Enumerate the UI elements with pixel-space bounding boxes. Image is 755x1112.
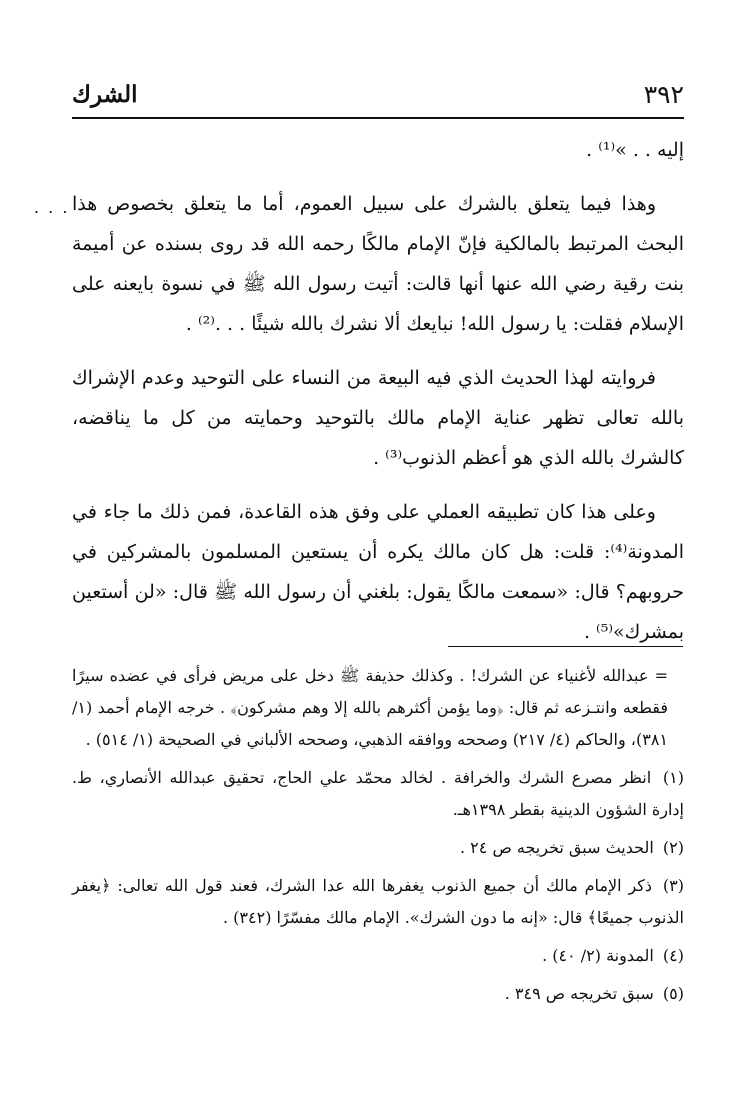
- page-header: [72, 80, 684, 114]
- footnote-text: سبق تخريجه ص ٣٤٩ .: [504, 984, 654, 1003]
- footnote-1: [72, 762, 684, 826]
- paragraph-4: وعلى هذا كان تطبيقه العملي على وفق هذه القاعدة، فمن ذلك ما جاء في المدونة⁽⁴⁾: قلت: هل كان مالك يكره أن يستعين المسلمون بالمشركين في حروبهم؟ قال: «سمعت مالكًا يقول: بلغني أن رسول الله ﷺ قال: «لن أستعين بمشرك»⁽⁵⁾ .: [72, 501, 684, 643]
- paragraph-3: فروايته لهذا الحديث الذي فيه البيعة من النساء على التوحيد وعدم الإشراك بالله تعالى تظهر عناية الإمام مالك بالتوحيد وحمايته من كل ما يناقضه، كالشرك بالله الذي هو أعظم الذنوب⁽³⁾ .: [72, 367, 684, 469]
- footnote-continuation: = عبدالله لأغنياء عن الشرك! . وكذلك حذيفة ﷺ دخل على مريض فرأى في عضده سيرًا فقطعه وانتـزعه ثم قال: ﴿وما يؤمن أكثرهم بالله إلا وهم مشركون﴾ . خرجه الإمام أحمد (١/ ٣٨١)، والحاكم (٤/ ٢١٧) وصححه ووافقه الذهبي، وصححه الألباني في الصحيحة (١/ ٥١٤) .: [72, 666, 668, 749]
- footnote-number: (٢): [662, 838, 684, 857]
- footnote-4: [72, 940, 684, 972]
- footnotes: [72, 660, 684, 1016]
- footnote-text: ذكر الإمام مالك أن جميع الذنوب يغفرها الله عدا الشرك، فعند قول الله تعالى: ﴿يغفر الذنوب جميعًا﴾ قال: «إنه ما دون الشرك». الإمام مالك مفسّرًا (٣٤٢) .: [72, 876, 684, 927]
- paragraph-2: وهذا فيما يتعلق بالشرك على سبيل العموم، أما ما يتعلق بخصوص هذا البحث المرتبط بالمالكية فإنّ الإمام مالكًا رحمه الله قد روى بسنده عن أميمة بنت رقية رضي الله عنها أنها قالت: أتيت رسول الله ﷺ في نسوة بايعنه على الإسلام فقلت: يا رسول الله! نبايعك ألا نشرك بالله شيئًا . . .⁽²⁾ .: [72, 193, 684, 335]
- footnote-2: [72, 832, 684, 864]
- footnote-5: [72, 978, 684, 1010]
- footnote-number: (٤): [662, 946, 684, 965]
- footnote-text: الحديث سبق تخريجه ص ٢٤ .: [460, 838, 654, 857]
- footnote-text: انظر مصرع الشرك والخرافة . لخالد محمّد علي الحاج، تحقيق عبدالله الأنصاري، ط. إدارة الشؤون الدينية بقطر ١٣٩٨هـ.: [72, 768, 684, 819]
- footnote-text: المدونة (٢/ ٤٠) .: [542, 946, 654, 965]
- footnote-number: (٣): [662, 876, 685, 895]
- page-number: ٣٩٢: [643, 80, 684, 109]
- paragraph-1: إليه . . »⁽¹⁾ .: [586, 139, 684, 161]
- running-title: الشرك: [72, 81, 138, 108]
- footnote-number: (٥): [662, 984, 684, 1003]
- footnote-number: (١): [662, 768, 684, 787]
- header-rule: [72, 117, 684, 119]
- footnote-separator: [448, 646, 683, 647]
- main-text: [72, 130, 684, 666]
- footnote-3: [72, 870, 684, 934]
- margin-mark: . . .: [34, 198, 70, 217]
